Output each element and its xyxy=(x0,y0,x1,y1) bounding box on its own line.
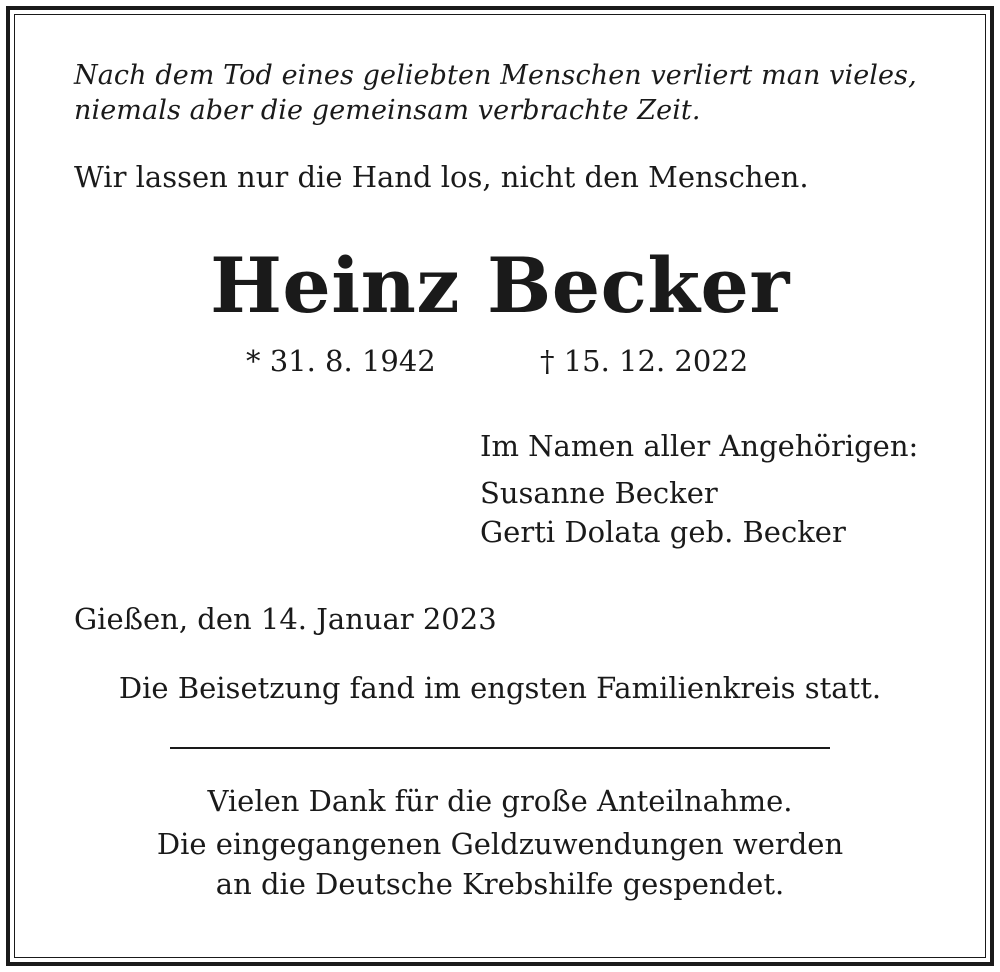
thanks-line-2: Die eingegangenen Geldzuwendungen werden xyxy=(156,827,844,861)
deceased-name: Heinz Becker xyxy=(210,241,790,330)
signatory-name: Susanne Becker xyxy=(480,476,718,510)
signatory-name: Gerti Dolata geb. Becker xyxy=(480,515,846,549)
burial-note: Die Beisetzung fand im engsten Familienkreis statt. xyxy=(118,671,882,705)
place-and-date: Gießen, den 14. Januar 2023 xyxy=(74,602,497,636)
motto: Wir lassen nur die Hand los, nicht den Menschen. xyxy=(74,160,809,194)
signatories-intro: Im Namen aller Angehörigen: xyxy=(480,429,919,463)
thanks-line-3: an die Deutsche Krebshilfe gespendet. xyxy=(215,867,785,901)
quote-line-1: Nach dem Tod eines geliebten Menschen verliert man vieles, xyxy=(74,60,917,91)
divider-line xyxy=(170,747,830,749)
death-date: † 15. 12. 2022 xyxy=(540,344,749,378)
quote-line-2: niemals aber die gemeinsam verbrachte Zeit. xyxy=(74,95,701,126)
thanks-line-1: Vielen Dank für die große Anteilnahme. xyxy=(207,784,793,818)
birth-date: * 31. 8. 1942 xyxy=(246,344,436,378)
